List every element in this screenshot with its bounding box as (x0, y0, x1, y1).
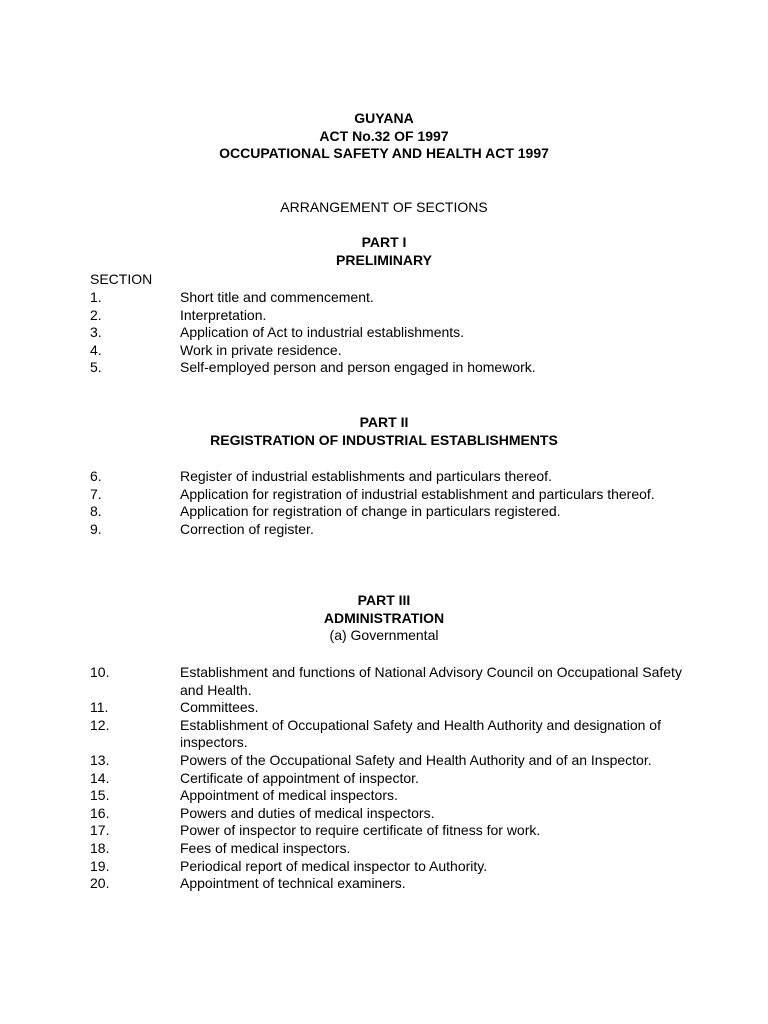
list-item (90, 699, 690, 717)
section-column-label: SECTION (90, 271, 153, 287)
part-3-heading (0, 592, 768, 645)
part-3-subtitle: (a) Governmental (329, 627, 439, 644)
list-item (90, 486, 690, 504)
section-number: 18. (90, 839, 110, 856)
section-number: 14. (90, 769, 110, 786)
section-title: Powers and duties of medical inspectors. (180, 804, 435, 821)
section-number: 4. (90, 341, 102, 358)
section-number: 12. (90, 716, 110, 733)
list-item (90, 858, 690, 876)
part-1-heading (0, 234, 768, 269)
section-title: Establishment and functions of National Advisory Council on Occupational Safety and Health. (180, 664, 682, 698)
section-number: 11. (90, 699, 109, 716)
section-number: 2. (90, 306, 102, 323)
section-number: 1. (90, 289, 102, 305)
section-title: Self-employed person and person engaged in homework. (180, 359, 536, 376)
part-2-heading (0, 414, 768, 449)
section-number: 15. (90, 787, 110, 804)
section-title: Periodical report of medical inspector to Authority. (180, 857, 488, 874)
country-heading: GUYANA (354, 110, 414, 126)
section-number: 9. (90, 520, 102, 537)
section-number: 16. (90, 804, 110, 821)
part-2-items (90, 468, 690, 538)
list-item (90, 787, 690, 805)
list-item (90, 752, 690, 770)
list-item (90, 521, 690, 539)
section-number: 19. (90, 857, 110, 874)
section-title: Application for registration of change in particulars registered. (180, 503, 561, 520)
section-title: Committees. (180, 699, 259, 716)
act-title-heading: OCCUPATIONAL SAFETY AND HEALTH ACT 1997 (219, 145, 549, 162)
list-item (90, 664, 690, 699)
list-item (90, 468, 690, 486)
part-1-label: PART I (361, 234, 407, 250)
section-title: Application of Act to industrial establishments. (180, 324, 465, 341)
list-item (90, 307, 690, 325)
list-item (90, 805, 690, 823)
part-3-title: ADMINISTRATION (323, 609, 445, 626)
part-3-items (90, 664, 690, 893)
section-number: 5. (90, 359, 102, 376)
list-item (90, 289, 690, 307)
section-number: 13. (90, 751, 110, 768)
section-number: 10. (90, 664, 110, 680)
section-title: Certificate of appointment of inspector. (180, 769, 419, 786)
section-title: Powers of the Occupational Safety and Health Authority and of an Inspector. (180, 751, 652, 768)
list-item (90, 503, 690, 521)
section-title: Short title and commencement. (180, 289, 374, 305)
section-number: 20. (90, 875, 110, 892)
section-title: Fees of medical inspectors. (180, 839, 351, 856)
section-title: Interpretation. (180, 306, 267, 323)
section-number: 6. (90, 468, 102, 484)
section-title: Power of inspector to require certificate of fitness for work. (180, 822, 541, 839)
section-title: Establishment of Occupational Safety and Health Authority and designation of inspectors. (180, 716, 661, 751)
section-title: Work in private residence. (180, 341, 342, 358)
list-item (90, 822, 690, 840)
list-item (90, 359, 690, 377)
section-title: Appointment of medical inspectors. (180, 787, 398, 804)
part-1-items (90, 289, 690, 377)
list-item (90, 770, 690, 788)
part-2-label: PART II (359, 414, 409, 430)
section-title: Appointment of technical examiners. (180, 875, 406, 892)
section-number: 7. (90, 485, 102, 502)
section-title: Correction of register. (180, 520, 314, 537)
act-number-heading: ACT No.32 OF 1997 (319, 127, 449, 144)
section-number: 8. (90, 503, 102, 520)
part-3-label: PART III (357, 592, 411, 608)
document-header (0, 110, 768, 163)
section-number: 3. (90, 324, 102, 341)
list-item (90, 875, 690, 893)
part-2-title: REGISTRATION OF INDUSTRIAL ESTABLISHMENTS (210, 431, 558, 448)
part-1-title: PRELIMINARY (336, 251, 432, 268)
section-number: 17. (90, 822, 110, 839)
list-item (90, 342, 690, 360)
section-title: Register of industrial establishments and particulars thereof. (180, 468, 552, 484)
list-item (90, 324, 690, 342)
list-item (90, 840, 690, 858)
section-title: Application for registration of industrial establishment and particulars thereof. (180, 485, 655, 502)
arrangement-title: ARRANGEMENT OF SECTIONS (280, 199, 488, 215)
list-item (90, 717, 690, 752)
